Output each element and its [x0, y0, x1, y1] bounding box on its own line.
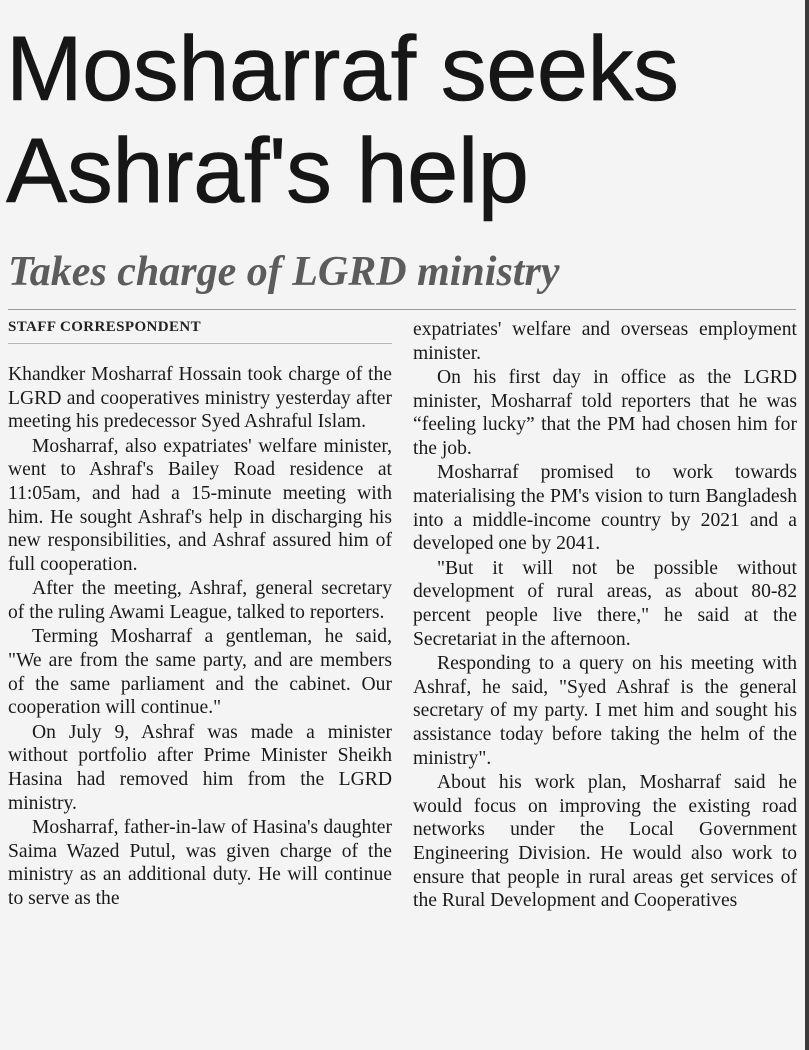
paragraph: After the meeting, Ashraf, general secretary of the ruling Awami League, talked to reporters. — [8, 578, 392, 624]
subheadline: Takes charge of LGRD ministry — [8, 249, 560, 295]
paragraph: About his work plan, Mosharraf said he would focus on improving the existing road networks under the Local Government Engineering Division. He would also work to ensure that people in rural areas get services of the Rural Development and Cooperatives — [413, 771, 797, 912]
paragraph: On his first day in office as the LGRD minister, Mosharraf told reporters that he was “feeling lucky” that the PM had chosen him for the job. — [413, 366, 797, 460]
right-column — [413, 318, 797, 914]
paragraph: Mosharraf, also expatriates' welfare minister, went to Ashraf's Bailey Road residence at 11:05am, and had a 15-minute meeting with him. He sought Ashraf's help in discharging his new responsibilities, and Ashraf assured him of full cooperation. — [8, 435, 392, 576]
headline: Mosharraf seeks Ashraf's help — [6, 18, 679, 222]
page-edge — [805, 0, 809, 1050]
divider — [8, 309, 796, 310]
left-column — [8, 363, 392, 911]
paragraph: expatriates' welfare and overseas employment minister. — [413, 319, 797, 364]
paragraph: Responding to a query on his meeting with Ashraf, he said, "Syed Ashraf is the general secretary of my party. I met him and sought his assistance today before taking the helm of the ministry". — [413, 652, 797, 769]
paragraph: Mosharraf promised to work towards materialising the PM's vision to turn Bangladesh into a middle-income country by 2021 and a developed one by 2041. — [413, 462, 797, 555]
paragraph: "But it will not be possible without development of rural areas, as about 80-82 percent people live there," he said at the Secretariat in the afternoon. — [413, 557, 797, 650]
byline: STAFF CORRESPONDENT — [8, 319, 202, 335]
paragraph: Terming Mosharraf a gentleman, he said, "We are from the same party, and are members of the same parliament and the cabinet. Our cooperation will continue." — [8, 626, 392, 719]
byline-divider — [8, 343, 392, 344]
paragraph: On July 9, Ashraf was made a minister without portfolio after Prime Minister Sheikh Hasina had removed him from the LGRD ministry. — [8, 721, 392, 814]
paragraph: Khandker Mosharraf Hossain took charge of the LGRD and cooperatives ministry yesterday after meeting his predecessor Syed Ashraful Islam. — [8, 364, 392, 433]
paragraph: Mosharraf, father-in-law of Hasina's daughter Saima Wazed Putul, was given charge of the ministry as an additional duty. He will continue to serve as the — [8, 816, 392, 909]
